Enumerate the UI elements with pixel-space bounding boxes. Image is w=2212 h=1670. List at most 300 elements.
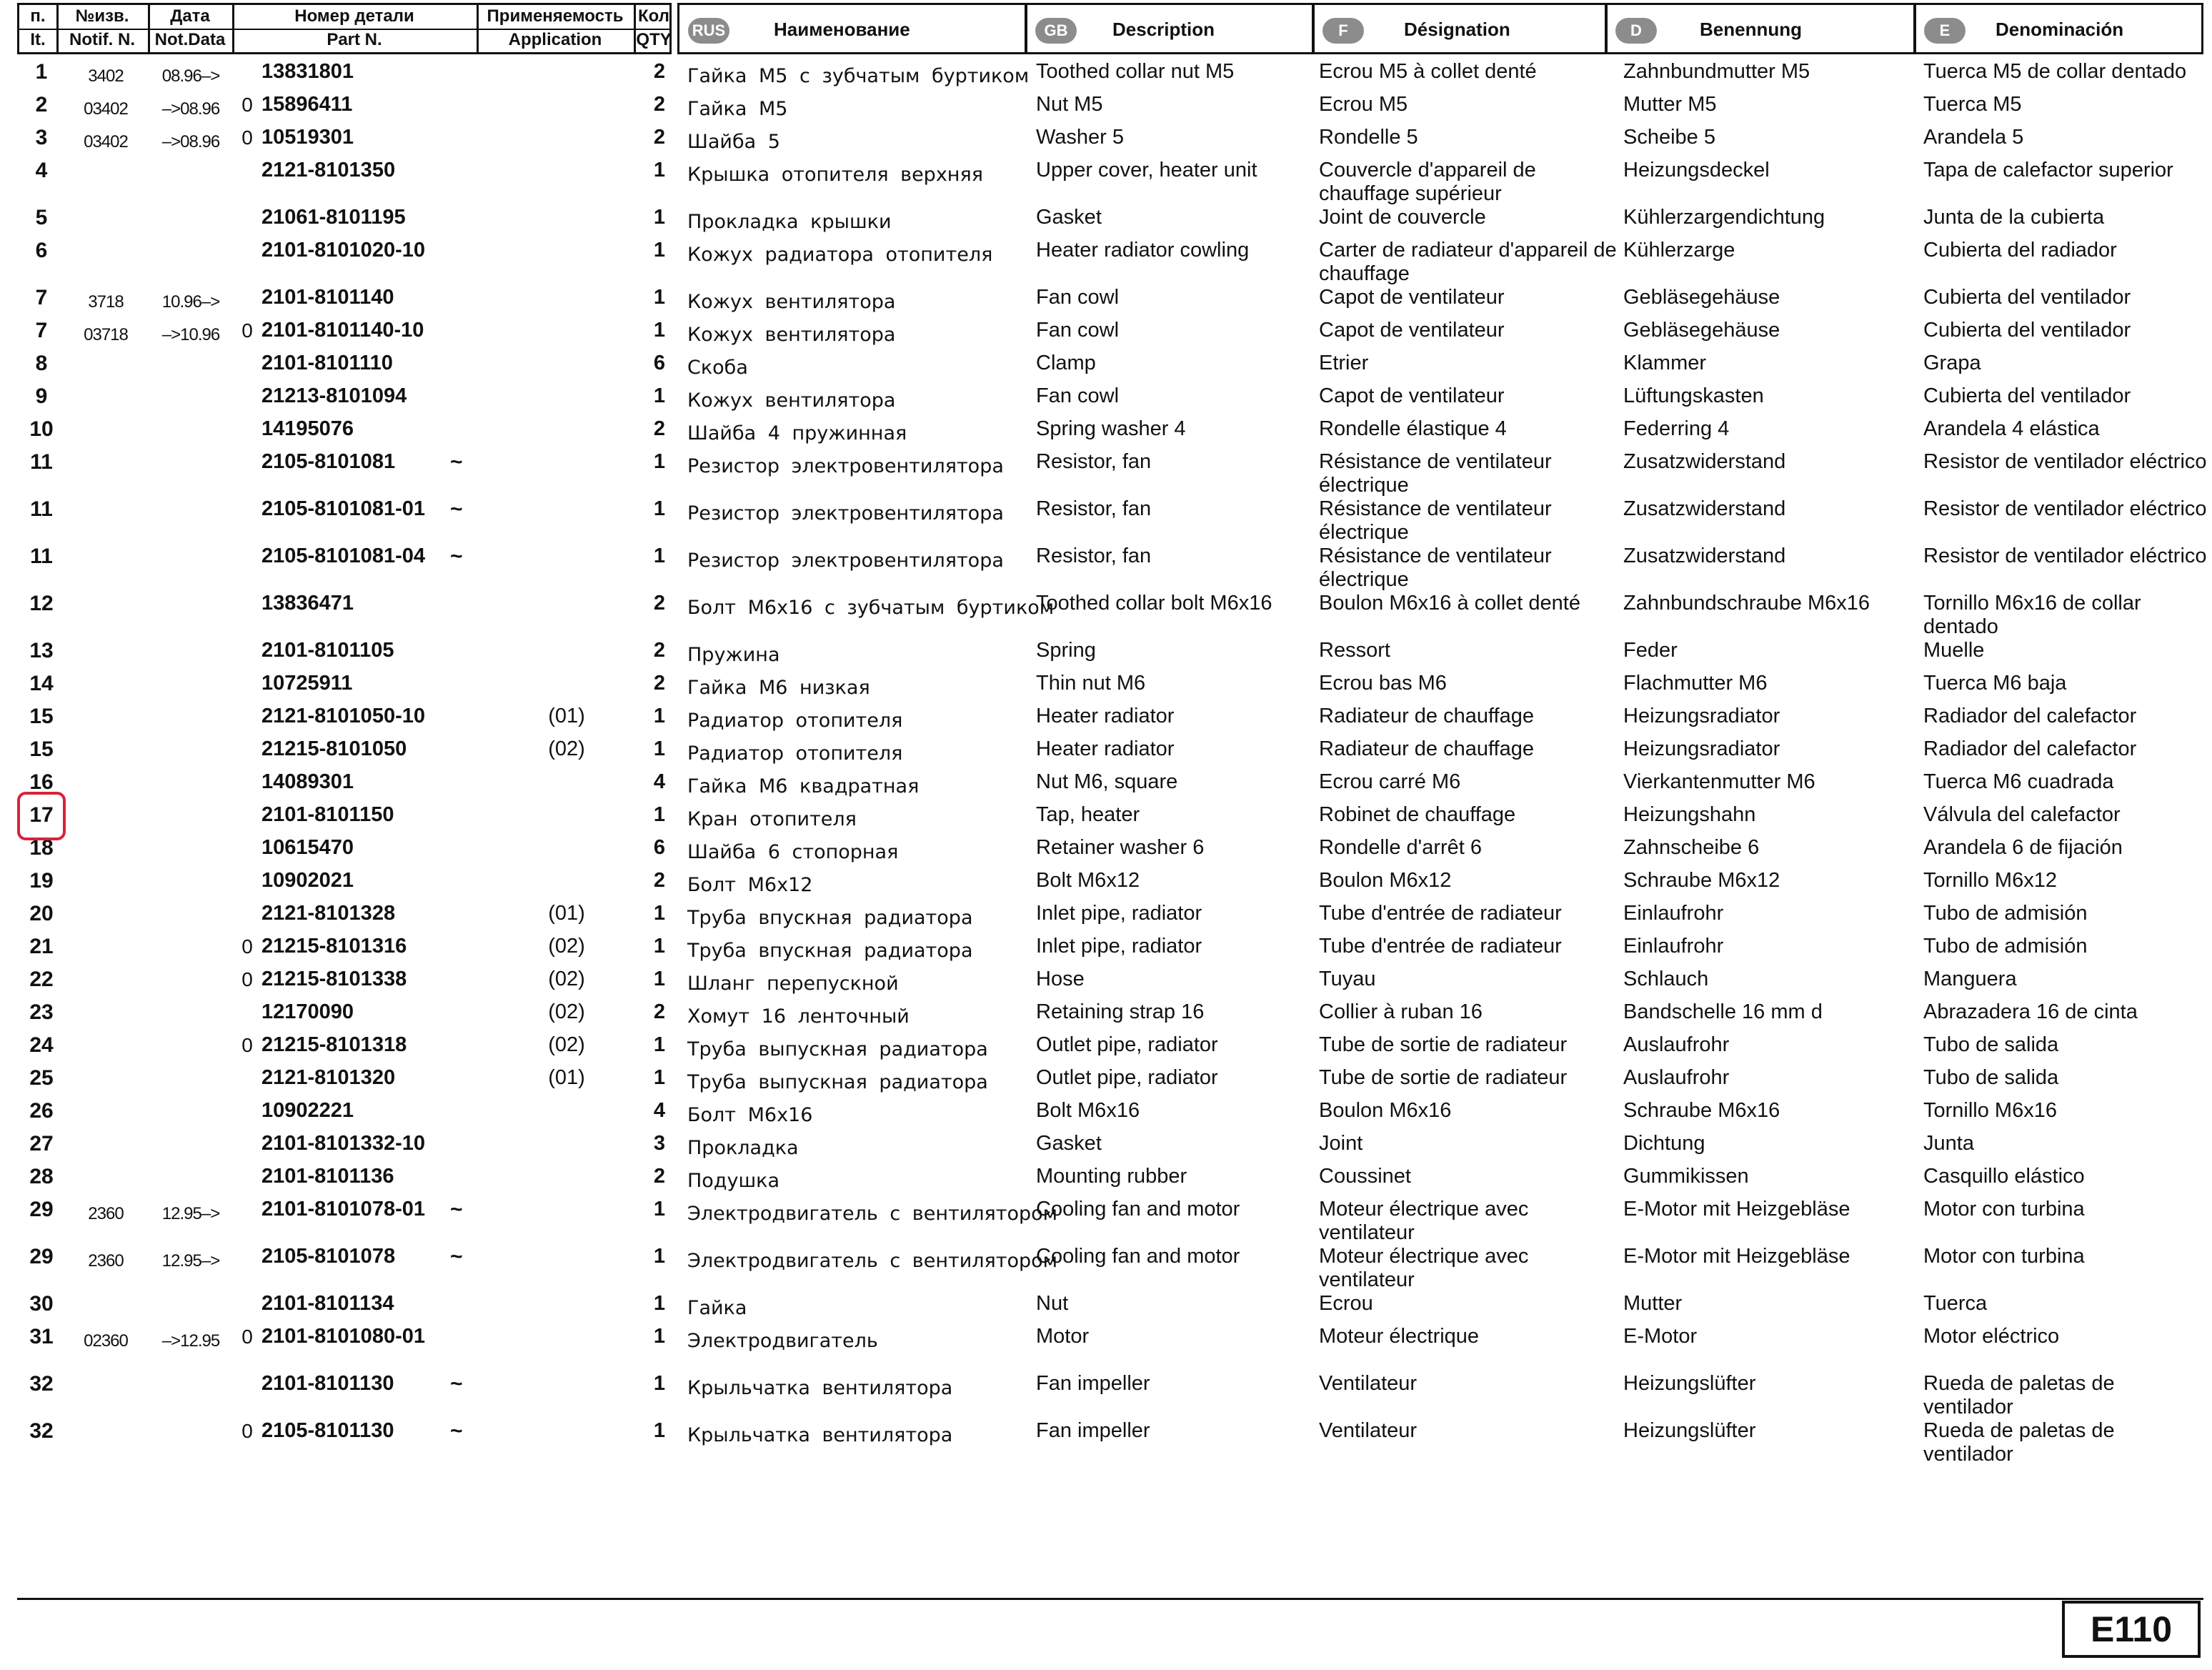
part-number: 2101-8101140-10 <box>261 319 424 342</box>
quantity: 1 <box>653 1033 666 1056</box>
item-number: 7 <box>35 286 48 309</box>
item-number: 2 <box>35 93 48 116</box>
name-e: Tubo de salida <box>1923 1033 2059 1056</box>
part-number: 2121-8101050-10 <box>261 705 425 727</box>
header-date-ru: Дата <box>170 6 210 26</box>
name-gb: Clamp <box>1036 352 1096 374</box>
name-rus: Шайба 4 пружинная <box>687 422 907 444</box>
name-f: Résistance de ventilateur électrique <box>1319 545 1552 591</box>
item-number: 26 <box>29 1099 54 1123</box>
item-number: 9 <box>35 384 48 408</box>
name-f: Carter de radiateur d'appareil de chauffage <box>1319 239 1617 285</box>
table-header-grid <box>17 3 672 54</box>
name-e: Grapa <box>1923 352 1981 374</box>
name-rus: Кожух радиатора отопителя <box>687 244 993 266</box>
part-number: 2101-8101150 <box>261 803 394 826</box>
part-number: 2101-8101020-10 <box>261 239 425 262</box>
part-number: 2101-8101332-10 <box>261 1132 425 1155</box>
application-code: (02) <box>548 935 585 958</box>
name-e: Tuerca M6 cuadrada <box>1923 770 2114 793</box>
name-d: E-Motor mit Heizgebläse <box>1623 1245 1850 1268</box>
part-number: 2101-8101134 <box>261 1292 394 1315</box>
part-number: 2101-8101078-01 <box>261 1198 425 1221</box>
name-f: Tuyau <box>1319 968 1376 990</box>
name-rus: Труба впускная радиатора <box>687 940 973 962</box>
name-d: Schraube M6x16 <box>1623 1099 1780 1122</box>
name-e: Tornillo M6x16 de collar dentado <box>1923 592 2141 638</box>
name-d: Heizungslüfter <box>1623 1419 1756 1442</box>
name-e: Radiador del calefactor <box>1923 705 2137 727</box>
header-lang-rus <box>677 3 1027 54</box>
header-app-ru: Применяемость <box>487 6 624 26</box>
item-number: 12 <box>29 592 54 615</box>
quantity: 2 <box>653 417 666 440</box>
name-f: Tube d'entrée de radiateur <box>1319 935 1562 958</box>
name-f: Radiateur de chauffage <box>1319 705 1534 727</box>
item-number: 15 <box>29 737 54 761</box>
notification-date: –>08.96 <box>161 132 220 151</box>
quantity: 1 <box>653 1325 666 1348</box>
name-f: Rondelle 5 <box>1319 126 1418 149</box>
quantity: 4 <box>653 770 666 793</box>
name-gb: Spring washer 4 <box>1036 417 1186 440</box>
quantity: 1 <box>653 968 666 990</box>
part-number: 2101-8101140 <box>261 286 394 309</box>
name-e: Cubierta del ventilador <box>1923 286 2131 309</box>
notification-number: 03402 <box>84 132 128 151</box>
part-number: 2101-8101136 <box>261 1165 394 1188</box>
name-e: Motor con turbina <box>1923 1245 2085 1268</box>
lang-badge-f: F <box>1322 18 1364 44</box>
item-number: 15 <box>29 705 54 728</box>
part-number: 10519301 <box>261 126 354 149</box>
name-rus: Труба впускная радиатора <box>687 907 973 929</box>
name-d: Flachmutter M6 <box>1623 672 1768 695</box>
item-number: 19 <box>29 869 54 893</box>
part-number: 2101-8101110 <box>261 352 393 374</box>
name-f: Moteur électrique avec ventilateur <box>1319 1198 1529 1244</box>
quantity: 1 <box>653 1419 666 1442</box>
name-d: Gebläsegehäuse <box>1623 286 1780 309</box>
item-number: 25 <box>29 1066 54 1090</box>
part-number: 2121-8101350 <box>261 159 396 182</box>
name-d: Federring 4 <box>1623 417 1730 440</box>
status-flag: 0 <box>241 126 253 149</box>
quantity: 1 <box>653 450 666 473</box>
name-d: Heizungslüfter <box>1623 1372 1756 1395</box>
name-gb: Resistor, fan <box>1036 497 1152 520</box>
name-gb: Cooling fan and motor <box>1036 1198 1240 1221</box>
header-lang-f <box>1312 3 1608 54</box>
name-gb: Outlet pipe, radiator <box>1036 1033 1218 1056</box>
name-gb: Cooling fan and motor <box>1036 1245 1240 1268</box>
name-f: Rondelle d'arrêt 6 <box>1319 836 1483 859</box>
item-number: 6 <box>35 239 48 262</box>
notification-number: 3718 <box>88 292 124 312</box>
name-d: Zahnbundmutter M5 <box>1623 60 1810 83</box>
item-number: 17 <box>29 803 54 827</box>
name-e: Resistor de ventilador eléctrico <box>1923 497 2207 520</box>
variant-mark: ~ <box>450 1419 463 1443</box>
header-part-en: Part N. <box>327 30 382 49</box>
item-number: 32 <box>29 1372 54 1396</box>
notification-date: 10.96–> <box>161 292 220 312</box>
name-rus: Кожух вентилятора <box>687 291 896 313</box>
name-gb: Fan impeller <box>1036 1372 1150 1395</box>
name-f: Capot de ventilateur <box>1319 286 1505 309</box>
name-f: Tube de sortie de radiateur <box>1319 1033 1568 1056</box>
name-e: Motor eléctrico <box>1923 1325 2060 1348</box>
name-rus: Кожух вентилятора <box>687 389 896 412</box>
header-lang-e <box>1913 3 2203 54</box>
variant-mark: ~ <box>450 1198 463 1221</box>
name-d: Heizungshahn <box>1623 803 1756 826</box>
name-e: Manguera <box>1923 968 2017 990</box>
part-number: 21215-8101318 <box>261 1033 407 1056</box>
name-rus: Крыльчатка вентилятора <box>687 1424 953 1446</box>
part-number: 2105-8101078 <box>261 1245 396 1268</box>
name-f: Capot de ventilateur <box>1319 319 1505 342</box>
name-f: Ecrou M5 <box>1319 93 1408 116</box>
item-number: 5 <box>35 206 48 229</box>
header-qty-ru: Кол <box>638 6 669 26</box>
name-f: Tube d'entrée de radiateur <box>1319 902 1562 925</box>
name-e: Tubo de admisión <box>1923 935 2088 958</box>
quantity: 2 <box>653 639 666 662</box>
name-f: Boulon M6x16 <box>1319 1099 1452 1122</box>
variant-mark: ~ <box>450 497 463 521</box>
part-number: 2101-8101130 <box>261 1372 394 1395</box>
item-number: 14 <box>29 672 54 695</box>
part-number: 2105-8101081 <box>261 450 396 473</box>
name-d: Kühlerzargendichtung <box>1623 206 1825 229</box>
name-d: E-Motor mit Heizgebläse <box>1623 1198 1850 1221</box>
name-f: Couvercle d'appareil de chauffage supérieur <box>1319 159 1536 205</box>
lang-badge-d: D <box>1615 18 1657 44</box>
name-gb: Fan cowl <box>1036 319 1120 342</box>
header-lang-gb <box>1025 3 1315 54</box>
part-number: 21061-8101195 <box>261 206 406 229</box>
quantity: 2 <box>653 1000 666 1023</box>
name-f: Ventilateur <box>1319 1372 1418 1395</box>
part-number: 21215-8101338 <box>261 968 407 990</box>
name-d: Heizungsradiator <box>1623 705 1780 727</box>
name-d: Zahnscheibe 6 <box>1623 836 1760 859</box>
application-code: (02) <box>548 968 585 990</box>
name-gb: Gasket <box>1036 206 1102 229</box>
notification-date: –>08.96 <box>161 99 220 119</box>
header-notif-ru: №изв. <box>75 6 129 26</box>
quantity: 1 <box>653 1198 666 1221</box>
name-e: Tuerca <box>1923 1292 1988 1315</box>
name-rus: Прокладка крышки <box>687 211 892 233</box>
name-e: Cubierta del ventilador <box>1923 384 2131 407</box>
name-d: Feder <box>1623 639 1678 662</box>
application-code: (02) <box>548 1033 585 1056</box>
name-rus: Подушка <box>687 1170 780 1192</box>
header-it-ru: п. <box>30 6 46 26</box>
quantity: 1 <box>653 935 666 958</box>
item-number: 3 <box>35 126 48 149</box>
name-f: Boulon M6x12 <box>1319 869 1452 892</box>
name-rus: Труба выпускная радиатора <box>687 1038 988 1060</box>
name-e: Arandela 5 <box>1923 126 2024 149</box>
name-e: Arandela 6 de fijación <box>1923 836 2123 859</box>
name-f: Ressort <box>1319 639 1390 662</box>
name-rus: Болт М6х12 <box>687 874 813 896</box>
footer-rule <box>17 1598 2203 1600</box>
name-e: Tornillo M6x12 <box>1923 869 2057 892</box>
variant-mark: ~ <box>450 1372 463 1396</box>
quantity: 1 <box>653 803 666 826</box>
quantity: 1 <box>653 1372 666 1395</box>
name-rus: Электродвигатель с вентилятором <box>687 1250 1058 1272</box>
header-it-en: It. <box>30 30 46 49</box>
header-qty-en: QTY <box>636 30 672 49</box>
name-e: Tornillo M6x16 <box>1923 1099 2057 1122</box>
notification-number: 3402 <box>88 66 124 86</box>
name-e: Válvula del calefactor <box>1923 803 2121 826</box>
name-f: Tube de sortie de radiateur <box>1319 1066 1568 1089</box>
quantity: 2 <box>653 126 666 149</box>
part-number: 21215-8101316 <box>261 935 407 958</box>
name-e: Resistor de ventilador eléctrico <box>1923 450 2207 473</box>
part-number: 15896411 <box>261 93 353 116</box>
part-number: 10615470 <box>261 836 354 859</box>
item-number: 29 <box>29 1245 54 1268</box>
name-e: Junta <box>1923 1132 1974 1155</box>
name-d: Heizungsradiator <box>1623 737 1780 760</box>
name-rus: Шайба 5 <box>687 131 780 153</box>
name-f: Collier à ruban 16 <box>1319 1000 1483 1023</box>
name-f: Résistance de ventilateur électrique <box>1319 497 1552 544</box>
name-gb: Fan impeller <box>1036 1419 1150 1442</box>
status-flag: 0 <box>241 968 253 990</box>
part-number: 2121-8101320 <box>261 1066 396 1089</box>
item-number: 32 <box>29 1419 54 1443</box>
part-number: 10725911 <box>261 672 353 695</box>
notification-number: 03402 <box>84 99 128 119</box>
header-part-ru: Номер детали <box>294 6 414 26</box>
quantity: 2 <box>653 1165 666 1188</box>
notification-date: 08.96–> <box>161 66 220 86</box>
name-rus: Шланг перепускной <box>687 973 899 995</box>
name-e: Muelle <box>1923 639 1985 662</box>
name-f: Joint <box>1319 1132 1363 1155</box>
name-rus: Гайка <box>687 1297 747 1319</box>
name-f: Joint de couvercle <box>1319 206 1486 229</box>
status-flag: 0 <box>241 1034 253 1056</box>
part-number: 2105-8101081-01 <box>261 497 425 520</box>
name-d: Gummikissen <box>1623 1165 1749 1188</box>
name-d: Einlaufrohr <box>1623 935 1724 958</box>
variant-mark: ~ <box>450 450 463 474</box>
name-e: Resistor de ventilador eléctrico <box>1923 545 2207 567</box>
name-f: Etrier <box>1319 352 1369 374</box>
name-rus: Резистор электровентилятора <box>687 502 1004 525</box>
name-f: Rondelle élastique 4 <box>1319 417 1507 440</box>
notification-date: –>10.96 <box>161 325 220 344</box>
quantity: 1 <box>653 1292 666 1315</box>
name-f: Coussinet <box>1319 1165 1411 1188</box>
item-number: 28 <box>29 1165 54 1188</box>
item-number: 13 <box>29 639 54 662</box>
name-rus: Электродвигатель с вентилятором <box>687 1203 1058 1225</box>
name-e: Abrazadera 16 de cinta <box>1923 1000 2138 1023</box>
name-f: Résistance de ventilateur électrique <box>1319 450 1552 497</box>
item-number: 31 <box>29 1325 54 1348</box>
status-flag: 0 <box>241 935 253 958</box>
name-gb: Mounting rubber <box>1036 1165 1187 1188</box>
item-number: 10 <box>29 417 54 441</box>
header-notif-en: Notif. N. <box>69 30 135 49</box>
notification-date: 12.95–> <box>161 1251 220 1271</box>
name-gb: Resistor, fan <box>1036 450 1152 473</box>
name-e: Radiador del calefactor <box>1923 737 2137 760</box>
notification-date: 12.95–> <box>161 1204 220 1223</box>
name-e: Junta de la cubierta <box>1923 206 2105 229</box>
quantity: 1 <box>653 286 666 309</box>
part-number: 21215-8101050 <box>261 737 407 760</box>
item-number: 18 <box>29 836 54 860</box>
name-d: Auslaufrohr <box>1623 1033 1730 1056</box>
lang-title-rus: Наименование <box>774 19 910 40</box>
name-gb: Heater radiator <box>1036 705 1175 727</box>
item-number: 8 <box>35 352 48 375</box>
name-rus: Шайба 6 стопорная <box>687 841 899 863</box>
name-rus: Гайка М5 с зубчатым буртиком <box>687 65 1030 87</box>
lang-title-f: Désignation <box>1404 19 1510 40</box>
name-gb: Toothed collar nut M5 <box>1036 60 1235 83</box>
name-f: Ecrou carré M6 <box>1319 770 1461 793</box>
status-flag: 0 <box>241 94 253 116</box>
name-f: Ecrou bas M6 <box>1319 672 1447 695</box>
quantity: 2 <box>653 93 666 116</box>
name-rus: Гайка М6 квадратная <box>687 775 920 797</box>
name-gb: Fan cowl <box>1036 384 1120 407</box>
item-number: 11 <box>30 450 53 474</box>
name-rus: Резистор электровентилятора <box>687 455 1004 477</box>
item-number: 4 <box>35 159 48 182</box>
name-d: Zusatzwiderstand <box>1623 450 1786 473</box>
notification-date: –>12.95 <box>161 1331 220 1351</box>
name-rus: Болт М6х16 с зубчатым буртиком <box>687 597 1055 619</box>
item-number: 30 <box>29 1292 54 1316</box>
name-rus: Прокладка <box>687 1137 799 1159</box>
name-gb: Outlet pipe, radiator <box>1036 1066 1218 1089</box>
part-number: 13836471 <box>261 592 354 615</box>
item-number: 23 <box>29 1000 54 1024</box>
name-d: Heizungsdeckel <box>1623 159 1770 182</box>
name-gb: Bolt M6x16 <box>1036 1099 1140 1122</box>
quantity: 1 <box>653 239 666 262</box>
name-gb: Retainer washer 6 <box>1036 836 1205 859</box>
part-number: 2105-8101130 <box>261 1419 394 1442</box>
name-gb: Fan cowl <box>1036 286 1120 309</box>
item-number: 11 <box>30 545 53 568</box>
name-d: Zahnbundschraube M6x16 <box>1623 592 1870 615</box>
name-d: Auslaufrohr <box>1623 1066 1730 1089</box>
name-gb: Heater radiator <box>1036 737 1175 760</box>
name-e: Tuerca M6 baja <box>1923 672 2067 695</box>
variant-mark: ~ <box>450 545 463 568</box>
variant-mark: ~ <box>450 1245 463 1268</box>
name-f: Capot de ventilateur <box>1319 384 1505 407</box>
part-number: 14195076 <box>261 417 354 440</box>
header-lang-d <box>1605 3 1916 54</box>
name-d: Schraube M6x12 <box>1623 869 1780 892</box>
part-number: 12170090 <box>261 1000 354 1023</box>
name-f: Ventilateur <box>1319 1419 1418 1442</box>
name-d: Zusatzwiderstand <box>1623 497 1786 520</box>
part-number: 21213-8101094 <box>261 384 407 407</box>
name-d: Schlauch <box>1623 968 1709 990</box>
name-e: Tubo de admisión <box>1923 902 2088 925</box>
name-rus: Труба выпускная радиатора <box>687 1071 988 1093</box>
notification-number: 2360 <box>88 1204 124 1223</box>
name-d: Zusatzwiderstand <box>1623 545 1786 567</box>
item-number: 7 <box>35 319 48 342</box>
application-code: (01) <box>548 902 585 925</box>
name-e: Rueda de paletas de ventilador <box>1923 1419 2115 1466</box>
name-e: Cubierta del radiador <box>1923 239 2117 262</box>
name-gb: Gasket <box>1036 1132 1102 1155</box>
quantity: 1 <box>653 737 666 760</box>
quantity: 1 <box>653 159 666 182</box>
name-d: Vierkantenmutter M6 <box>1623 770 1815 793</box>
item-number: 27 <box>29 1132 54 1155</box>
name-gb: Thin nut M6 <box>1036 672 1146 695</box>
item-number: 24 <box>29 1033 54 1057</box>
part-number: 14089301 <box>261 770 354 793</box>
name-d: Bandschelle 16 mm d <box>1623 1000 1823 1023</box>
name-rus: Радиатор отопителя <box>687 742 903 765</box>
name-gb: Resistor, fan <box>1036 545 1152 567</box>
quantity: 1 <box>653 384 666 407</box>
item-highlight-marker <box>17 792 66 840</box>
name-gb: Bolt M6x12 <box>1036 869 1140 892</box>
name-gb: Nut M6, square <box>1036 770 1178 793</box>
item-number: 16 <box>29 770 54 794</box>
notification-number: 03718 <box>84 325 128 344</box>
name-d: Scheibe 5 <box>1623 126 1715 149</box>
item-number: 20 <box>29 902 54 925</box>
page-number: E110 <box>2062 1601 2201 1658</box>
name-rus: Хомут 16 ленточный <box>687 1005 910 1028</box>
name-gb: Toothed collar bolt M6x16 <box>1036 592 1272 615</box>
lang-title-e: Denominación <box>1996 19 2124 40</box>
name-rus: Крыльчатка вентилятора <box>687 1377 953 1399</box>
name-e: Arandela 4 elástica <box>1923 417 2100 440</box>
notification-number: 02360 <box>84 1331 128 1351</box>
quantity: 1 <box>653 705 666 727</box>
name-rus: Крышка отопителя верхняя <box>687 164 983 186</box>
name-f: Radiateur de chauffage <box>1319 737 1534 760</box>
name-e: Casquillo elástico <box>1923 1165 2085 1188</box>
name-rus: Скоба <box>687 357 748 379</box>
name-e: Motor con turbina <box>1923 1198 2085 1221</box>
name-e: Rueda de paletas de ventilador <box>1923 1372 2115 1418</box>
name-e: Tapa de calefactor superior <box>1923 159 2173 182</box>
part-number: 10902021 <box>261 869 354 892</box>
quantity: 1 <box>653 1245 666 1268</box>
lang-title-gb: Description <box>1112 19 1215 40</box>
header-app-en: Application <box>508 30 602 49</box>
quantity: 4 <box>653 1099 666 1122</box>
name-d: Dichtung <box>1623 1132 1705 1155</box>
name-d: Mutter <box>1623 1292 1683 1315</box>
name-e: Cubierta del ventilador <box>1923 319 2131 342</box>
